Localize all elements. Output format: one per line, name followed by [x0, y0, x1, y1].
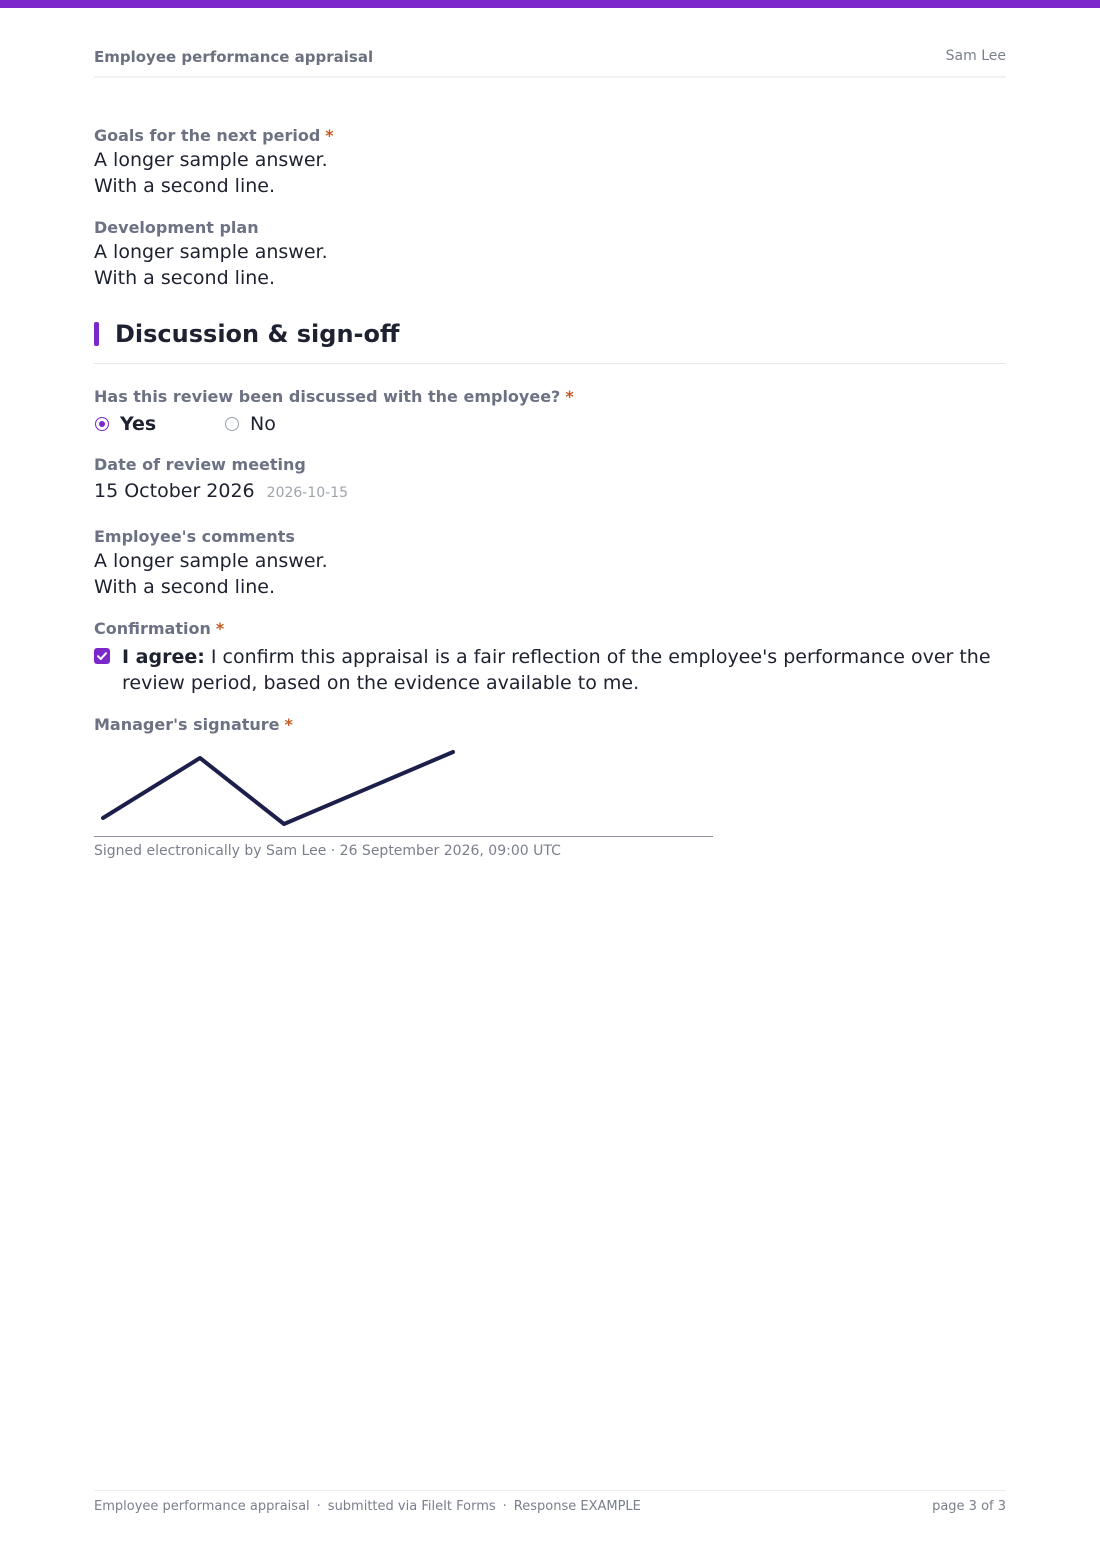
field-label: Has this review been discussed with the employee? * — [94, 387, 574, 406]
answer-line: A longer sample answer. — [94, 550, 328, 572]
field-signature — [94, 714, 1006, 859]
field-label: Date of review meeting — [94, 455, 306, 474]
field-goals — [94, 125, 1006, 199]
page-header — [94, 48, 1006, 78]
confirmation-text — [122, 644, 997, 696]
field-development-plan — [94, 217, 1006, 291]
answer-line: With a second line. — [94, 267, 275, 289]
field-answer — [94, 147, 1006, 199]
section-heading — [94, 321, 1006, 364]
radio-option-no[interactable] — [224, 412, 354, 436]
radio-label: No — [250, 413, 276, 435]
page-footer — [94, 1490, 1006, 1514]
radio-option-yes[interactable] — [94, 412, 224, 436]
confirmation-statement: I confirm this appraisal is a fair reflection of the employee's performance over the review period, based on the evidence available to me. — [122, 646, 991, 694]
field-label: Employee's comments — [94, 527, 295, 546]
footer-left: Employee performance appraisal · submitted via FileIt Forms · Response EXAMPLE — [94, 1499, 641, 1514]
signature-drawing — [94, 736, 713, 836]
footer-page-number: page 3 of 3 — [932, 1499, 1006, 1514]
field-confirmation — [94, 618, 1006, 696]
footer-via: submitted via FileIt Forms — [327, 1499, 496, 1514]
required-marker: * — [565, 387, 574, 406]
confirmation-strong: I agree: — [122, 646, 205, 668]
footer-form: Employee performance appraisal — [94, 1499, 310, 1514]
field-meeting-date — [94, 454, 1006, 508]
form-content — [94, 125, 1006, 877]
answer-line: With a second line. — [94, 175, 275, 197]
section-accent-bar — [94, 322, 99, 346]
required-marker: * — [325, 126, 334, 145]
confirmation-checkbox-row[interactable] — [94, 644, 1006, 696]
footer-response: Response EXAMPLE — [513, 1499, 641, 1514]
radio-unselected-icon — [225, 417, 239, 431]
respondent-name: Sam Lee — [945, 48, 1006, 64]
field-label: Confirmation * — [94, 619, 225, 638]
answer-line: With a second line. — [94, 576, 275, 598]
field-answer — [94, 239, 1006, 291]
form-title: Employee performance appraisal — [94, 48, 374, 66]
required-marker: * — [284, 715, 293, 734]
field-answer — [94, 548, 1006, 600]
answer-line: A longer sample answer. — [94, 149, 328, 171]
field-employee-comments — [94, 526, 1006, 600]
field-label: Development plan — [94, 218, 259, 237]
signature-area — [94, 736, 713, 837]
signature-caption: Signed electronically by Sam Lee · 26 September 2026, 09:00 UTC — [94, 843, 561, 859]
date-value — [94, 476, 1006, 508]
checkbox-checked-icon[interactable] — [94, 648, 110, 664]
field-discussed — [94, 386, 1006, 436]
required-marker: * — [215, 619, 225, 638]
radio-label: Yes — [120, 413, 157, 435]
date-iso: 2026-10-15 — [266, 485, 349, 501]
radio-selected-icon — [95, 417, 109, 431]
top-accent-bar — [0, 0, 1100, 8]
field-label: Manager's signature * — [94, 715, 293, 734]
date-formatted: 15 October 2026 — [94, 480, 255, 502]
answer-line: A longer sample answer. — [94, 241, 328, 263]
section-title: Discussion & sign-off — [115, 320, 400, 348]
radio-group — [94, 412, 1006, 436]
field-label: Goals for the next period * — [94, 126, 334, 145]
